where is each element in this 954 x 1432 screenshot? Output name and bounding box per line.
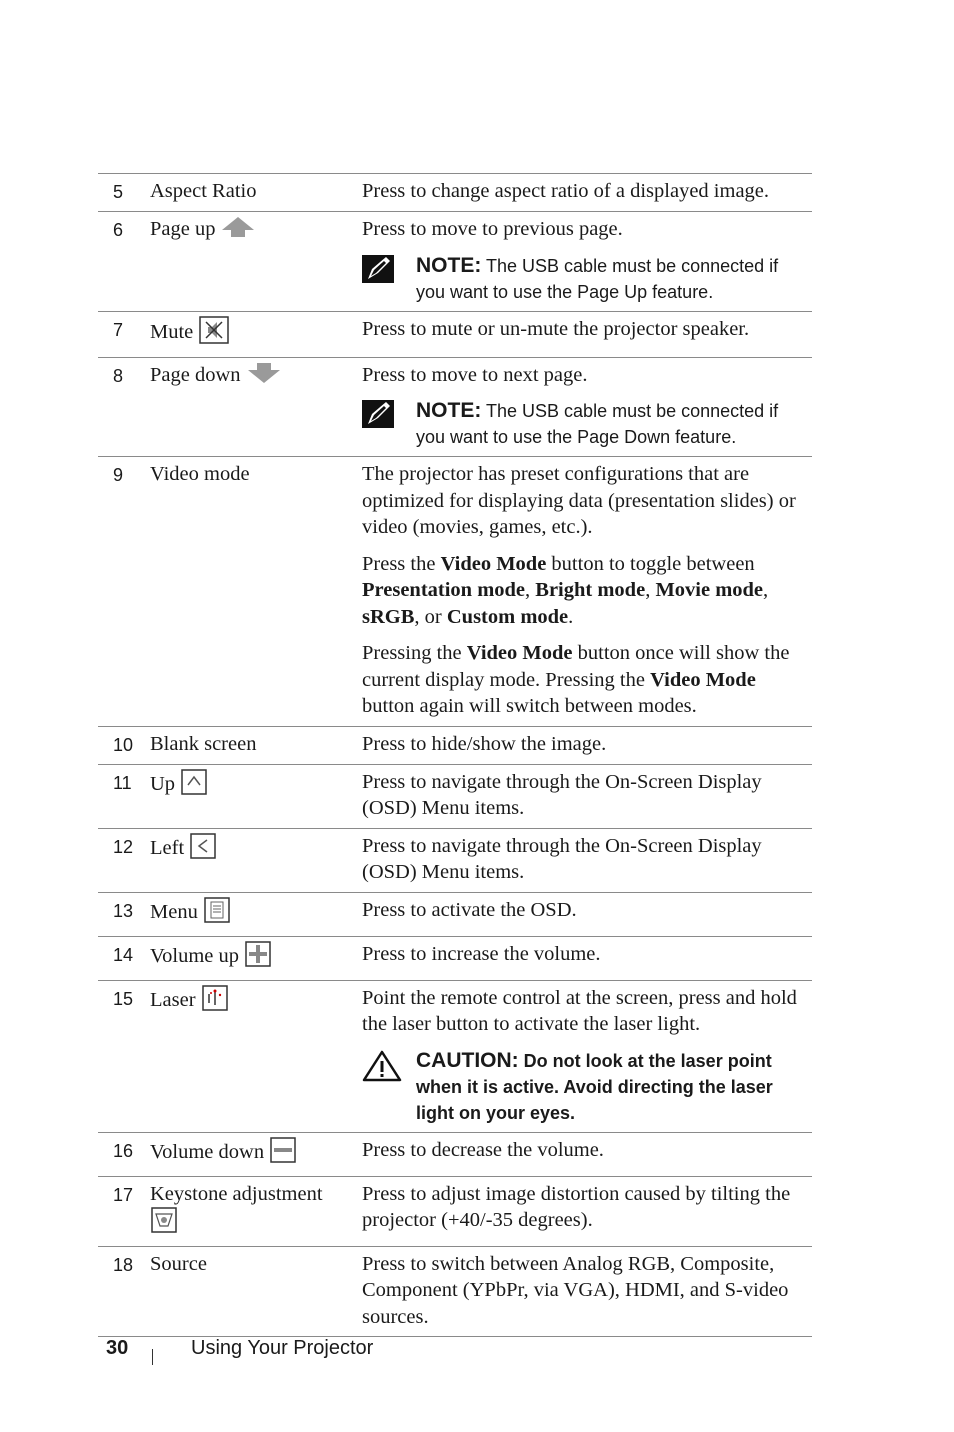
row-label — [150, 362, 362, 451]
row-label — [150, 1181, 362, 1240]
description-text: Press to navigate through the On-Screen Display (OSD) Menu items. — [362, 834, 762, 883]
row-description — [362, 731, 812, 758]
page-up-arrow-icon — [221, 216, 255, 245]
row-label — [150, 833, 362, 886]
left-chevron-icon — [190, 833, 216, 866]
description-text: Press the Video Mode button to toggle between Presentation mode, Bright mode, Movie mode, sRGB, or Custom mode. — [362, 552, 769, 628]
remote-control-table — [98, 173, 812, 1337]
laser-icon — [202, 985, 228, 1018]
minus-icon — [270, 1137, 296, 1170]
row-number: 11 — [113, 772, 132, 793]
description-text: Point the remote control at the screen, press and hold the laser button to activate the laser light. — [362, 986, 797, 1035]
note-pencil-icon — [362, 253, 416, 290]
note-keyword: NOTE: — [416, 399, 482, 422]
caution-text: Do not look at the laser point when it is active. Avoid directing the laser light on your eyes. — [416, 1050, 773, 1123]
caution-keyword: CAUTION: — [416, 1048, 519, 1072]
table-row — [98, 764, 812, 828]
description-text: Press to change aspect ratio of a displayed image. — [362, 180, 770, 202]
mute-icon — [199, 316, 229, 351]
footer-title: Using Your Projector — [191, 1337, 374, 1359]
table-row — [98, 1246, 812, 1338]
row-number: 17 — [113, 1184, 134, 1205]
row-number: 9 — [113, 465, 124, 485]
note-block — [362, 398, 812, 450]
table-row — [98, 726, 812, 764]
note-keyword: NOTE: — [416, 253, 482, 277]
label-text: Mute — [150, 320, 194, 343]
description-text: Press to navigate through the On-Screen Display (OSD) Menu items. — [362, 770, 762, 819]
row-number: 13 — [113, 900, 134, 921]
plus-icon — [245, 941, 271, 974]
row-number: 6 — [113, 220, 124, 240]
table-row — [98, 980, 812, 1132]
description-text: Pressing the Video Mode button once will show the current display mode. Pressing the Video Mode button again will switch between modes. — [362, 642, 790, 717]
description-text: Press to hide/show the image. — [362, 732, 607, 755]
row-description — [362, 941, 812, 974]
row-number: 8 — [113, 365, 124, 386]
table-row — [98, 1176, 812, 1246]
row-description — [362, 833, 812, 886]
description-text: Press to switch between Analog RGB, Composite, Component (YPbPr, via VGA), HDMI, and S-video sources. — [362, 1252, 789, 1328]
row-number: 14 — [113, 944, 134, 965]
row-description — [362, 1181, 812, 1240]
row-label: Video mode — [150, 463, 250, 485]
table-row — [98, 936, 812, 980]
table-row — [98, 892, 812, 936]
note-block — [362, 253, 812, 305]
note-text: The USB cable must be connected if you want to use the Page Up feature. — [416, 255, 779, 302]
caution-block — [362, 1048, 812, 1126]
row-label: Aspect Ratio — [150, 180, 257, 202]
row-number: 15 — [113, 988, 134, 1009]
row-description — [362, 769, 812, 822]
table-row — [98, 456, 812, 726]
row-description — [362, 985, 812, 1126]
label-text: Up — [150, 772, 176, 795]
row-number: 18 — [113, 1254, 134, 1275]
row-number: 5 — [113, 182, 124, 202]
row-label — [150, 985, 362, 1126]
row-description — [362, 362, 812, 451]
row-label — [150, 897, 362, 930]
label-text: Laser — [150, 988, 196, 1011]
table-row — [98, 311, 812, 357]
row-number: 10 — [113, 734, 134, 755]
description-text: The projector has preset configurations that are optimized for displaying data (presentation slides) or video (movies, games, etc.). — [362, 463, 796, 538]
row-description — [362, 1137, 812, 1170]
table-row — [98, 173, 812, 211]
row-label — [150, 216, 362, 305]
row-label: Source — [150, 1252, 207, 1275]
row-description — [362, 316, 812, 351]
row-description — [362, 216, 812, 305]
row-description — [362, 1251, 812, 1331]
row-description — [362, 461, 812, 720]
label-text: Menu — [150, 900, 198, 923]
label-text: Left — [150, 836, 185, 859]
row-label — [150, 769, 362, 822]
row-label — [150, 316, 362, 351]
row-number: 16 — [113, 1140, 134, 1161]
table-row — [98, 1132, 812, 1176]
description-text: Press to move to next page. — [362, 363, 588, 386]
description-text: Press to increase the volume. — [362, 942, 601, 965]
note-pencil-icon — [362, 398, 416, 435]
row-label — [150, 1137, 362, 1170]
keystone-icon — [151, 1207, 177, 1240]
table-row — [98, 828, 812, 892]
label-text: Page down — [150, 363, 241, 386]
description-text: Press to move to previous page. — [362, 218, 623, 240]
label-text: Volume down — [150, 1140, 265, 1163]
label-text: Volume up — [150, 944, 240, 967]
description-text: Press to decrease the volume. — [362, 1138, 604, 1161]
row-label: Blank screen — [150, 732, 257, 755]
table-row — [98, 211, 812, 311]
note-text: The USB cable must be connected if you want to use the Page Down feature. — [416, 401, 779, 447]
warning-triangle-icon — [362, 1048, 416, 1089]
page-number: 30 — [106, 1337, 129, 1359]
label-text: Page up — [150, 218, 216, 241]
row-description — [362, 178, 812, 205]
page-down-arrow-icon — [247, 362, 281, 391]
up-chevron-icon — [181, 769, 207, 802]
description-text: Press to activate the OSD. — [362, 898, 577, 921]
description-text: Press to mute or un-mute the projector speaker. — [362, 317, 750, 340]
menu-icon — [204, 897, 230, 930]
row-number: 7 — [113, 319, 124, 340]
row-number: 12 — [113, 836, 134, 857]
row-description — [362, 897, 812, 930]
description-text: Press to adjust image distortion caused by tilting the projector (+40/-35 degrees). — [362, 1182, 791, 1231]
table-row — [98, 357, 812, 457]
footer-divider — [152, 1349, 153, 1365]
label-text: Keystone adjustment — [150, 1182, 323, 1205]
row-label — [150, 941, 362, 974]
